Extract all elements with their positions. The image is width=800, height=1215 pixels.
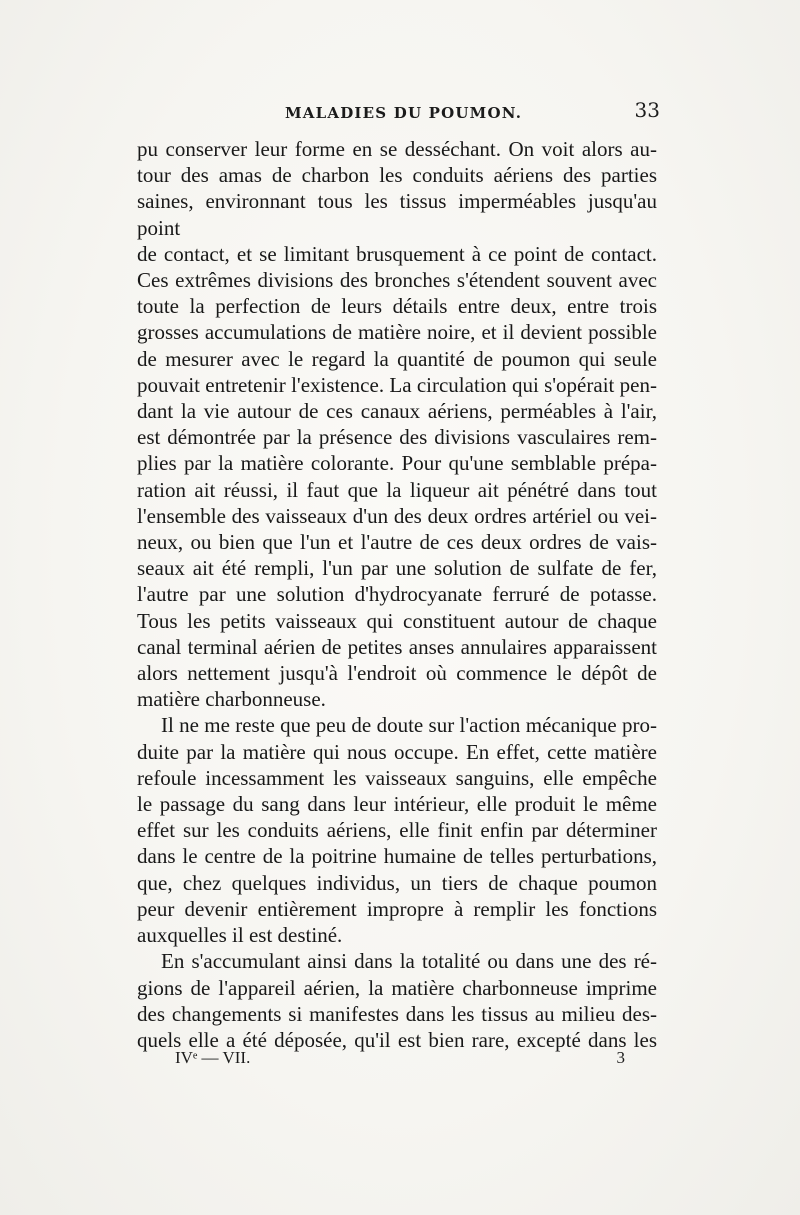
text-line: auxquelles il est destiné.: [137, 923, 343, 948]
body-text: [137, 136, 657, 1053]
signature-mark: IVᵉ — VII.: [175, 1048, 251, 1067]
running-title: MALADIES DU POUMON.: [285, 104, 523, 122]
text-line: plies par la matière colorante. Pour qu'une semblable prépa-: [137, 451, 657, 476]
text-line: effet sur les conduits aériens, elle finit enfin par déterminer: [137, 818, 657, 843]
text-line: ration ait réussi, il faut que la liqueur ait pénétré dans tout: [137, 477, 657, 502]
text-line: quels elle a été déposée, qu'il est bien rare, excepté dans les: [137, 1027, 657, 1052]
text-line: des changements si manifestes dans les tissus au milieu des-: [137, 1001, 657, 1026]
text-line: peur devenir entièrement impropre à remplir les fonctions: [137, 896, 657, 921]
text-line: En s'accumulant ainsi dans la totalité ou dans une des ré-: [161, 949, 657, 974]
text-line: pu conserver leur forme en se desséchant. On voit alors au-: [137, 137, 657, 161]
text-line: l'ensemble des vaisseaux d'un des deux ordres artériel ou vei-: [137, 503, 657, 528]
text-line: l'autre par une solution d'hydrocyanate ferruré de potasse.: [137, 582, 657, 607]
text-line: que, chez quelques individus, un tiers de chaque poumon: [137, 870, 657, 895]
text-line: pouvait entretenir l'existence. La circulation qui s'opérait pen-: [137, 372, 657, 397]
text-line: matière charbonneuse.: [137, 687, 326, 712]
text-line: seaux ait été rempli, l'un par une solution de sulfate de fer,: [137, 556, 657, 581]
text-line: alors nettement jusqu'à l'endroit où commence le dépôt de: [137, 661, 657, 686]
text-line: le passage du sang dans leur intérieur, elle produit le même: [137, 792, 657, 817]
text-line: est démontrée par la présence des divisions vasculaires rem-: [137, 425, 657, 450]
text-line: Ces extrêmes divisions des bronches s'étendent souvent avec: [137, 268, 657, 293]
page-number: 33: [634, 98, 660, 122]
page-footer: [175, 1048, 625, 1074]
text-line: saines, environnant tous les tissus imperméables jusqu'au point: [137, 189, 657, 240]
text-line: de contact, et se limitant brusquement à ce point de contact.: [137, 241, 657, 266]
text-line: toute la perfection de leurs détails entre deux, entre trois: [137, 294, 657, 319]
text-line: Il ne me reste que peu de doute sur l'action mécanique pro-: [161, 713, 657, 738]
text-line: canal terminal aérien de petites anses annulaires apparaissent: [137, 634, 657, 659]
text-line: Tous les petits vaisseaux qui constituent autour de chaque: [137, 608, 657, 633]
text-line: refoule incessamment les vaisseaux sanguins, elle empêche: [137, 765, 657, 790]
text-line: de mesurer avec le regard la quantité de poumon qui seule: [137, 346, 657, 371]
signature-number: 3: [616, 1048, 625, 1067]
page-header: [130, 98, 660, 128]
text-line: duite par la matière qui nous occupe. En effet, cette matière: [137, 739, 657, 764]
text-line: gions de l'appareil aérien, la matière charbonneuse imprime: [137, 975, 657, 1000]
text-line: dans le centre de la poitrine humaine de telles perturbations,: [137, 844, 657, 869]
text-line: tour des amas de charbon les conduits aériens des parties: [137, 163, 657, 188]
text-line: grosses accumulations de matière noire, et il devient possible: [137, 320, 657, 345]
text-line: neux, ou bien que l'un et l'autre de ces deux ordres de vais-: [137, 530, 657, 555]
text-line: dant la vie autour de ces canaux aériens, perméables à l'air,: [137, 399, 657, 424]
